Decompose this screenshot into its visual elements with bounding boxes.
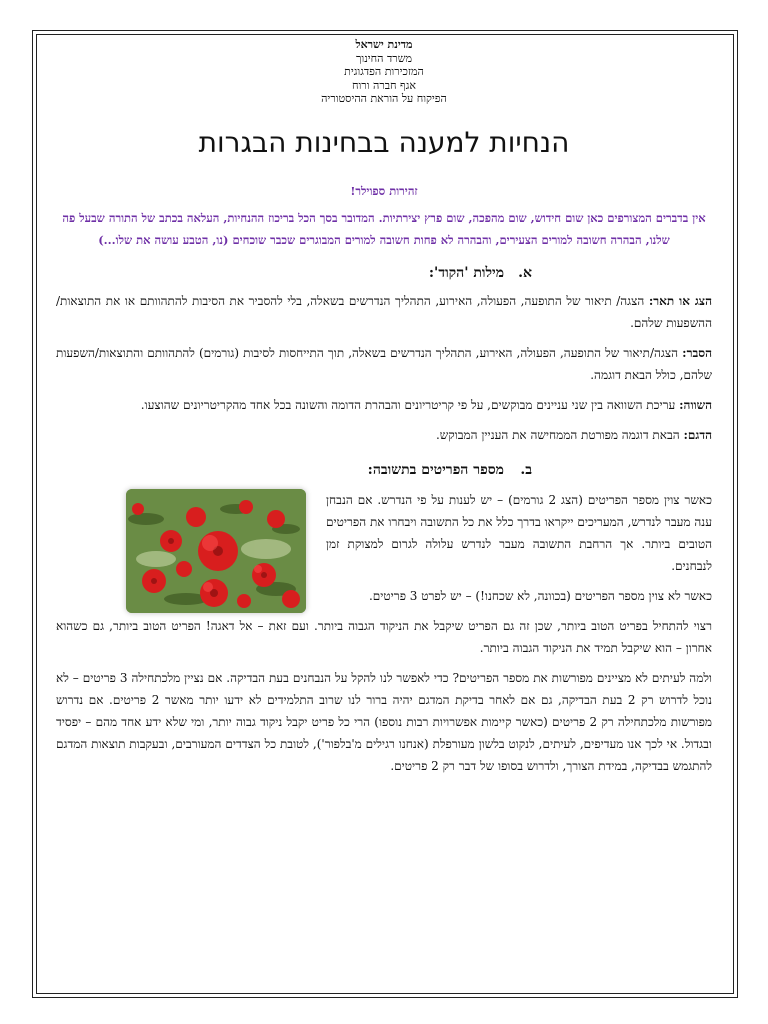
section-b-letter: ב. (520, 461, 532, 478)
section-b-para2: כאשר לא צוין מספר הפריטים (בכוונה, לא שכחנו!) – יש לפרט 3 פריטים. (368, 588, 712, 603)
definition-explain-text: הצגה/תיאור של התופעה, הפעולה, האירוע, התהליך הנדרשים בשאלה, תוך התייחסות לסיבות (גורמים) להתהוותם והתוצאות/השפעות שלהם, כולל הבאת דוגמה. (56, 345, 712, 382)
definition-demonstrate (56, 424, 712, 446)
page-title: הנחיות למענה בבחינות הבגרות (198, 125, 570, 159)
section-b-intro (56, 489, 712, 577)
definition-explain (56, 342, 712, 386)
spoiler-text: אין בדברים המצורפים כאן שום חידוש, שום מהפכה, שום פרץ יצירתיות. המדובר בסך הכל בריכוז ההנחיות, העלאה בכתב של התורה שבעל פה שלנו, הבהרה חשובה למורים הצעירים, והבהרה לא פחות חשובה למורים המבוגרים שכבר שוכחים (נו, הטבע עושה את שלו...) (62, 210, 706, 247)
letterhead-secretariat: המזכירות הפדגוגית (344, 65, 424, 78)
letterhead-department: אגף חברה ורוח (351, 78, 416, 92)
term-demonstrate: הדגם: (683, 427, 712, 442)
section-b-para1: כאשר צוין מספר הפריטים (הצג 2 גורמים) – יש לענות על פי הנדרש. אם הנבחן ענה מעבר לנדרש, המעריכים ייקראו בדרך כלל את כל התשובה ויבחרו את הפריטים הטובים ביותר. אך הרחבת התשובה מעבר לנדרש עלולה לגרום למצוקת זמן לנבחנים. (326, 492, 712, 573)
spoiler-heading: זהירות ספוילר! (350, 183, 418, 198)
definition-demonstrate-text: הבאת דוגמה מפורטת הממחישה את העניין המבוקש. (435, 427, 684, 442)
term-explain: הסבר: (682, 345, 712, 360)
section-a-heading (56, 265, 712, 282)
letterhead-ministry: משרד החינוך (355, 51, 412, 65)
term-compare: השווה: (679, 397, 712, 412)
section-b-title: מספר הפריטים בתשובה: (367, 461, 504, 478)
poppies-photo (126, 489, 306, 613)
section-b-para3: רצוי להתחיל בפריט הטוב ביותר, שכן זה גם הפריט שיקבל את הניקוד הגבוה ביותר. ועם זאת – אל דאגה! הפריט הטוב ביותר, גם כשהוא אחרון – הוא שיקבל תמיד את הניקוד הגבוה ביותר. (56, 618, 712, 655)
section-a-title: מילות 'הקוד': (428, 264, 504, 281)
document-body (56, 38, 712, 777)
section-b-para4: ולמה לעיתים לא מציינים מפורשות את מספר הפריטים? כדי לאפשר לנו להקל על הנבחנים בעת הבדיקה. אם נציין מלכתחילה 3 פריטים – לא נוכל לדרוש רק 2 בעת הבדיקה, גם אם לאחר בדיקת המדגם יהיה ברור לנו שרוב התלמידים לא ידעו יותר מאשר 2 פריטים. אם נדרוש מפורשות מלכתחילה רק 2 פריטים (כאשר קיימות אפשרויות רבות נוספו) הרי כל פריט יקבל ניקוד גבוה יותר, ומי שלא ידע אחד מהם – יפסיד ובגדול. אי לכך אנו מעדיפים, לעיתים, לנקוט בלשון מעורפלת (אנחנו רגילים מ'בלפור'), לטובת כל הצדדים המעורבים, ובעקבות תוצאות המדגם להתגמש בבדיקה, במידת הצורך, ולדרוש בסופו של דבר רק 2 פריטים. (56, 670, 713, 773)
term-present: הצג או תאר: (648, 293, 712, 308)
letterhead-state: מדינת ישראל (355, 38, 413, 51)
definition-present-text: הצגה/ תיאור של התופעה, הפעולה, האירוע, התהליך הנדרשים בשאלה, בלי להסביר את הסיבות להתהוותם או את התוצאות/ ההשפעות שלהם. (56, 293, 712, 330)
letterhead (56, 38, 712, 106)
letterhead-supervision: הפיקוח על הוראת ההיסטוריה (321, 92, 447, 105)
definition-compare (56, 394, 712, 416)
definition-present (56, 290, 712, 334)
definition-compare-text: עריכת השוואה בין שני עניינים מבוקשים, על פי קריטריונים והבהרת הדומה והשונה בכל אחד מהקריטריונים שהוצעו. (140, 397, 680, 412)
section-b-heading (56, 462, 712, 479)
section-a-letter: א. (518, 264, 532, 281)
